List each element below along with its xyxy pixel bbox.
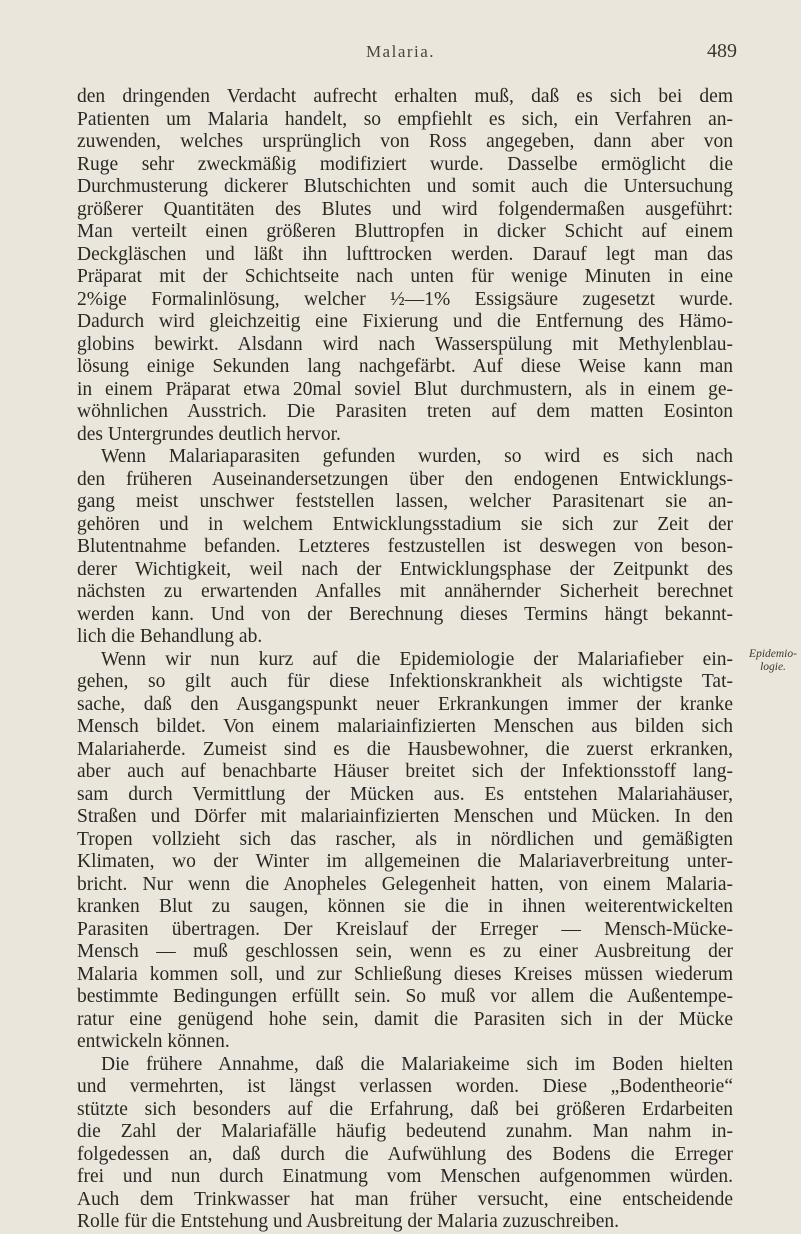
page-number: 489 — [707, 40, 737, 62]
text-line: sache, daß den Ausgangspunkt neuer Erkrankungen immer der kranke — [77, 693, 733, 715]
text-line: Wenn Malariaparasiten gefunden wurden, so wird es sich nach — [101, 446, 733, 467]
paragraph-parasite-stage — [77, 446, 733, 649]
text-line: Deckgläschen und läßt ihn lufttrocken werden. Darauf legt man das — [77, 243, 733, 265]
text-line: bricht. Nur wenn die Anopheles Gelegenheit hatten, von einem Malaria- — [77, 873, 733, 895]
text-line: lich die Behandlung ab. — [77, 626, 263, 647]
text-line: Malaria kommen soll, und zur Schließung dieses Kreises müssen wiederum — [77, 963, 733, 985]
body-text — [77, 86, 733, 1234]
text-line: Durchmusterung dickerer Blutschichten und somit auch die Untersuchung — [77, 176, 733, 197]
text-line: folgedessen an, daß durch die Aufwühlung des Bodens die Erreger — [77, 1143, 733, 1165]
text-line: den früheren Auseinandersetzungen über den endogenen Entwicklungs- — [77, 468, 733, 490]
text-line: Präparat mit der Schichtseite nach unten für wenige Minuten in eine — [77, 266, 733, 287]
marginal-note — [748, 648, 798, 674]
text-line: stützte sich besonders auf die Erfahrung, daß bei größeren Erdarbeiten — [77, 1098, 733, 1120]
text-line: Klimaten, wo der Winter im allgemeinen die Malariaverbreitung unter- — [77, 851, 733, 872]
text-line: Straßen und Dörfer mit malariainfizierten Menschen und Mücken. In den — [77, 806, 733, 827]
marginal-note-line: Epidemio- — [749, 648, 797, 660]
text-line: sam durch Vermittlung der Mücken aus. Es entstehen Malariahäuser, — [77, 783, 733, 805]
text-line: aber auch auf benachbarte Häuser breitet sich der Infektionsstoff lang- — [77, 761, 733, 782]
text-line: Parasiten übertragen. Der Kreislauf der Erreger — Mensch-Mücke- — [77, 918, 733, 940]
text-line: wöhnlichen Ausstrich. Die Parasiten treten auf dem matten Eosinton — [77, 401, 733, 422]
text-line: kranken Blut zu saugen, können sie die in ihnen weiterentwickelten — [77, 896, 733, 917]
running-title: Malaria. — [365, 42, 436, 61]
text-line: frei und nun durch Einatmung vom Menschen aufgenommen würden. — [77, 1166, 733, 1187]
text-line: derer Wichtigkeit, weil nach der Entwicklungsphase der Zeitpunkt des — [77, 558, 733, 580]
text-line: Man verteilt einen größeren Bluttropfen in dicker Schicht auf einem — [77, 221, 733, 242]
text-line: des Untergrundes deutlich hervor. — [77, 423, 341, 445]
text-line: Ruge sehr zweckmäßig modifiziert wurde. Dasselbe ermöglicht die — [77, 153, 733, 175]
text-line: gehören und in welchem Entwicklungsstadium sie sich zur Zeit der — [77, 513, 733, 535]
text-line: werden kann. Und von der Berechnung dieses Termins hängt bekannt- — [77, 603, 733, 625]
text-line: entwickeln können. — [77, 1031, 230, 1052]
text-line: Die frühere Annahme, daß die Malariakeime sich im Boden hielten — [101, 1053, 733, 1075]
text-line: Mensch — muß geschlossen sein, wenn es zu einer Ausbreitung der — [77, 941, 733, 962]
text-line: 2%ige Formalinlösung, welcher ½—1% Essigsäure zugesetzt wurde. — [77, 288, 733, 310]
text-line: Malariaherde. Zumeist sind es die Hausbewohner, die zuerst erkranken, — [77, 738, 733, 760]
text-line: gehen, so gilt auch für diese Infektionskrankheit als wichtigste Tat- — [77, 671, 733, 692]
marginal-note-line: logie. — [760, 661, 786, 673]
text-line: in einem Präparat etwa 20mal soviel Blut durchmustern, als in einem ge- — [77, 378, 733, 400]
text-line: globins bewirkt. Alsdann wird nach Wasserspülung mit Methylenblau- — [77, 333, 733, 355]
paragraph-soil-theory — [77, 1054, 733, 1234]
text-line: Auch dem Trinkwasser hat man früher versucht, eine entscheidende — [77, 1188, 733, 1210]
text-line: Patienten um Malaria handelt, so empfiehlt es sich, ein Verfahren an- — [77, 108, 733, 130]
text-line: Wenn wir nun kurz auf die Epidemiologie der Malariafieber ein- — [101, 648, 733, 670]
text-line: Dadurch wird gleichzeitig eine Fixierung und die Entfernung des Hämo- — [77, 311, 733, 332]
text-line: bestimmte Bedingungen erfüllt sein. So muß vor allem die Außentempe- — [77, 986, 733, 1007]
paragraph-epidemiology — [77, 649, 733, 1054]
text-line: gang meist unschwer feststellen lassen, welcher Parasitenart sie an- — [77, 491, 733, 512]
text-line: und vermehrten, ist längst verlassen worden. Diese „Bodentheorie“ — [77, 1076, 733, 1097]
text-line: lösung einige Sekunden lang nachgefärbt. Auf diese Weise kann man — [77, 356, 733, 377]
text-line: Tropen vollzieht sich das rascher, als in nördlichen und gemäßigten — [77, 828, 733, 850]
text-line: nächsten zu erwartenden Anfalles mit annähernder Sicherheit berechnet — [77, 581, 733, 602]
text-line: ratur eine genügend hohe sein, damit die Parasiten sich in der Mücke — [77, 1008, 733, 1030]
running-head — [0, 42, 801, 66]
text-line: die Zahl der Malariafälle häufig bedeutend zunahm. Man nahm in- — [77, 1121, 733, 1142]
text-line: zuwenden, welches ursprünglich von Ross angegeben, dann aber von — [77, 131, 733, 152]
paragraph-blood-examination — [77, 86, 733, 446]
text-line: Mensch bildet. Von einem malariainfizierten Menschen aus bilden sich — [77, 716, 733, 737]
text-line: Blutentnahme befanden. Letzteres festzustellen ist deswegen von beson- — [77, 536, 733, 557]
text-line: den dringenden Verdacht aufrecht erhalten muß, daß es sich bei dem — [77, 86, 733, 107]
text-line: Rolle für die Entstehung und Ausbreitung der Malaria zuzuschreiben. — [77, 1211, 620, 1232]
text-line: größerer Quantitäten des Blutes und wird folgendermaßen ausgeführt: — [77, 198, 733, 220]
